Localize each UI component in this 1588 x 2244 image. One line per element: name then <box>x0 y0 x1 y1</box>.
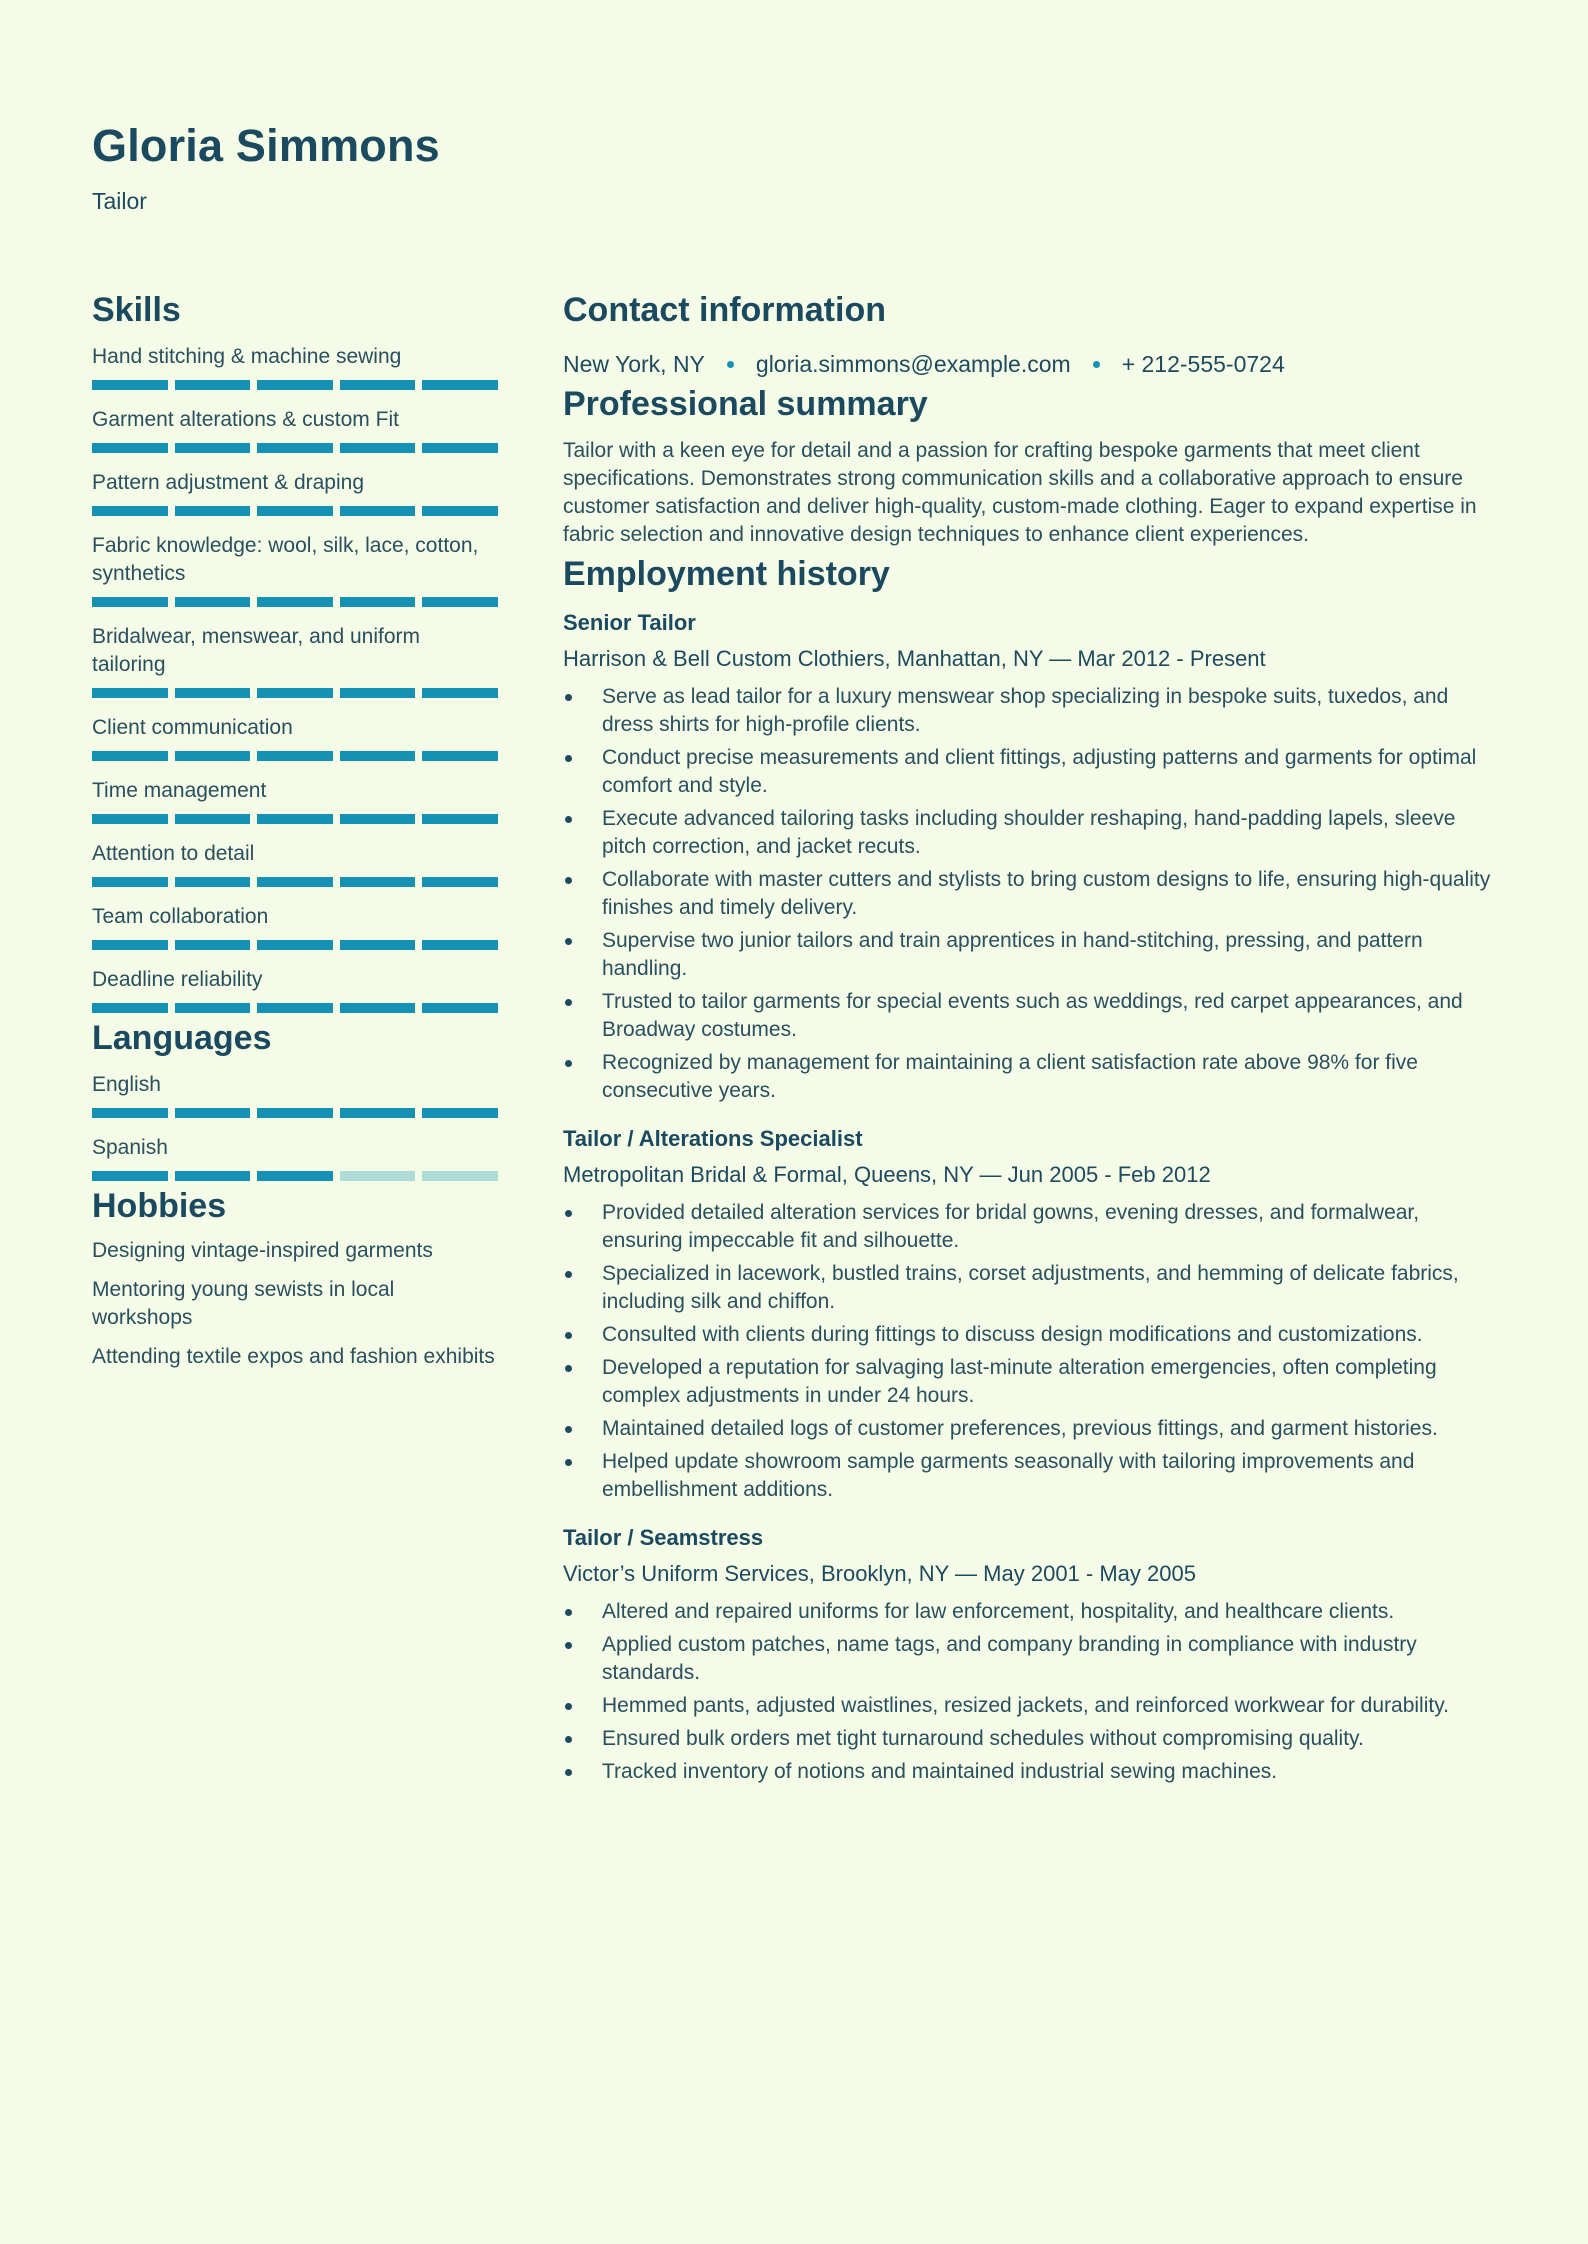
level-segment-filled <box>92 751 168 761</box>
level-segment-filled <box>340 814 416 824</box>
bullet-item <box>563 1321 1497 1349</box>
contact-heading: Contact information <box>563 291 886 329</box>
job-entry <box>563 1522 1497 1786</box>
bullet-item <box>563 1758 1497 1786</box>
jobs-list <box>563 607 1497 1786</box>
level-segment-filled <box>257 597 333 607</box>
level-bar <box>92 1003 498 1013</box>
bullet-text: Supervise two junior tailors and train apprentices in hand-stitching, pressing, and pattern handling. <box>602 929 1423 980</box>
skill-item <box>92 966 498 1013</box>
bullet-dot-icon <box>565 1642 572 1649</box>
bullet-dot-icon <box>565 938 572 945</box>
bullet-text: Hemmed pants, adjusted waistlines, resized jackets, and reinforced workwear for durability. <box>602 1694 1449 1717</box>
level-segment-filled <box>175 443 251 453</box>
contact-phone[interactable]: + 212-555-0724 <box>1121 351 1285 377</box>
bullet-dot-icon <box>565 1210 572 1217</box>
bullet-item <box>563 1260 1497 1316</box>
job-bullets <box>563 683 1497 1105</box>
bullet-dot-icon <box>565 816 572 823</box>
language-item <box>92 1071 498 1118</box>
level-segment-filled <box>340 1003 416 1013</box>
level-segment-filled <box>340 506 416 516</box>
bullet-dot-icon <box>565 1271 572 1278</box>
skills-list <box>92 343 498 1013</box>
level-segment-filled <box>340 751 416 761</box>
level-segment-filled <box>175 688 251 698</box>
bullet-item <box>563 1415 1497 1443</box>
level-segment-filled <box>175 877 251 887</box>
bullet-text: Provided detailed alteration services for bridal gowns, evening dresses, and formalwear, ensuring impeccable fit and silhouette. <box>602 1201 1420 1252</box>
hobby-item: Designing vintage-inspired garments <box>92 1239 433 1262</box>
level-bar <box>92 597 498 607</box>
skill-label: Attention to detail <box>92 842 255 865</box>
level-segment-filled <box>340 877 416 887</box>
language-item <box>92 1134 498 1181</box>
skill-item <box>92 532 498 607</box>
hobbies-list <box>92 1237 498 1371</box>
bullet-item <box>563 1448 1497 1504</box>
level-segment-filled <box>257 814 333 824</box>
level-bar <box>92 443 498 453</box>
level-segment-filled <box>422 751 498 761</box>
bullet-text: Ensured bulk orders met tight turnaround schedules without compromising quality. <box>602 1727 1364 1750</box>
skill-item <box>92 343 498 390</box>
contact-email[interactable]: gloria.simmons@example.com <box>755 351 1071 377</box>
hobbies-heading: Hobbies <box>92 1187 227 1225</box>
languages-heading: Languages <box>92 1019 272 1057</box>
summary-text: Tailor with a keen eye for detail and a passion for crafting bespoke garments that meet client specifications. Demonstrates strong communication skills and a collaborative approach to ensure customer satisfaction and deliver high-quality, custom-made clothing. Eager to expand expertise in fabric selection and innovative design techniques to enhance client experiences. <box>563 439 1477 546</box>
bullet-text: Specialized in lacework, bustled trains, corset adjustments, and hemming of delicate fabrics, including silk and chiffon. <box>602 1262 1459 1313</box>
bullet-item <box>563 805 1497 861</box>
bullet-text: Collaborate with master cutters and stylists to bring custom designs to life, ensuring high-quality finishes and timely delivery. <box>602 868 1491 919</box>
language-label: English <box>92 1073 161 1096</box>
skill-label: Hand stitching & machine sewing <box>92 345 402 368</box>
level-segment-empty <box>340 1171 416 1181</box>
skill-label: Garment alterations & custom Fit <box>92 408 399 431</box>
level-segment-filled <box>257 443 333 453</box>
candidate-name: Gloria Simmons <box>92 120 440 171</box>
bullet-item <box>563 1199 1497 1255</box>
skill-item <box>92 469 498 516</box>
candidate-title: Tailor <box>92 188 147 214</box>
bullet-text: Consulted with clients during fittings to discuss design modifications and customizations. <box>602 1323 1423 1346</box>
level-segment-filled <box>175 506 251 516</box>
level-segment-filled <box>257 1003 333 1013</box>
bullet-dot-icon <box>565 755 572 762</box>
bullet-item <box>563 988 1497 1044</box>
bullet-dot-icon <box>565 1060 572 1067</box>
level-segment-filled <box>340 1108 416 1118</box>
level-segment-filled <box>422 1108 498 1118</box>
skill-item <box>92 777 498 824</box>
level-segment-filled <box>257 688 333 698</box>
level-segment-filled <box>175 380 251 390</box>
skill-label: Deadline reliability <box>92 968 263 991</box>
level-segment-filled <box>92 688 168 698</box>
skill-label: Fabric knowledge: wool, silk, lace, cotton, synthetics <box>92 534 479 585</box>
left-column <box>92 285 498 1371</box>
skills-heading: Skills <box>92 291 181 329</box>
level-segment-filled <box>92 1003 168 1013</box>
bullet-text: Maintained detailed logs of customer preferences, previous fittings, and garment histories. <box>602 1417 1438 1440</box>
level-segment-filled <box>175 940 251 950</box>
job-company-dates: Harrison & Bell Custom Clothiers, Manhattan, NY — Mar 2012 - Present <box>563 646 1266 671</box>
level-bar <box>92 688 498 698</box>
level-bar <box>92 877 498 887</box>
skill-label: Pattern adjustment & draping <box>92 471 364 494</box>
level-segment-filled <box>422 380 498 390</box>
level-segment-filled <box>340 597 416 607</box>
bullet-text: Tracked inventory of notions and maintained industrial sewing machines. <box>602 1760 1278 1783</box>
level-segment-filled <box>175 751 251 761</box>
bullet-text: Applied custom patches, name tags, and company branding in compliance with industry standards. <box>602 1633 1417 1684</box>
bullet-item <box>563 1598 1497 1626</box>
bullet-dot-icon <box>565 1736 572 1743</box>
bullet-item <box>563 1354 1497 1410</box>
languages-list <box>92 1071 498 1181</box>
bullet-dot-icon <box>565 999 572 1006</box>
bullet-item <box>563 1631 1497 1687</box>
level-segment-filled <box>92 814 168 824</box>
level-segment-filled <box>340 940 416 950</box>
bullet-item <box>563 1725 1497 1753</box>
level-segment-filled <box>422 814 498 824</box>
employment-heading: Employment history <box>563 555 890 593</box>
level-segment-filled <box>257 940 333 950</box>
right-column <box>563 285 1497 1791</box>
bullet-dot-icon <box>565 1332 572 1339</box>
level-segment-filled <box>422 443 498 453</box>
level-segment-filled <box>92 506 168 516</box>
level-segment-filled <box>422 688 498 698</box>
job-role: Tailor / Alterations Specialist <box>563 1126 863 1151</box>
contact-line <box>563 349 1497 379</box>
bullet-item <box>563 1692 1497 1720</box>
level-segment-filled <box>422 1003 498 1013</box>
bullet-item <box>563 683 1497 739</box>
level-segment-filled <box>257 751 333 761</box>
bullet-dot-icon <box>565 694 572 701</box>
level-bar <box>92 814 498 824</box>
level-segment-filled <box>257 1108 333 1118</box>
bullet-text: Trusted to tailor garments for special events such as weddings, red carpet appearances, and Broadway costumes. <box>602 990 1463 1041</box>
job-company-dates: Victor’s Uniform Services, Brooklyn, NY — May 2001 - May 2005 <box>563 1561 1196 1586</box>
skill-item <box>92 623 498 698</box>
job-bullets <box>563 1598 1497 1786</box>
job-bullets <box>563 1199 1497 1504</box>
level-segment-filled <box>175 1003 251 1013</box>
bullet-text: Recognized by management for maintaining a client satisfaction rate above 98% for five consecutive years. <box>602 1051 1418 1102</box>
level-segment-filled <box>92 940 168 950</box>
level-segment-filled <box>92 1108 168 1118</box>
bullet-dot-icon <box>565 1459 572 1466</box>
level-segment-filled <box>175 597 251 607</box>
level-segment-filled <box>340 688 416 698</box>
job-company-dates: Metropolitan Bridal & Formal, Queens, NY — Jun 2005 - Feb 2012 <box>563 1162 1211 1187</box>
level-segment-empty <box>422 1171 498 1181</box>
bullet-item <box>563 744 1497 800</box>
separator-dot <box>1093 361 1100 368</box>
job-entry <box>563 1123 1497 1504</box>
level-bar <box>92 751 498 761</box>
bullet-item <box>563 1049 1497 1105</box>
hobby-item: Attending textile expos and fashion exhibits <box>92 1345 495 1368</box>
level-segment-filled <box>92 443 168 453</box>
job-role: Senior Tailor <box>563 610 696 635</box>
level-segment-filled <box>92 597 168 607</box>
language-label: Spanish <box>92 1136 168 1159</box>
skill-item <box>92 903 498 950</box>
separator-dot <box>727 361 734 368</box>
contact-location: New York, NY <box>563 351 705 377</box>
skill-item <box>92 406 498 453</box>
level-segment-filled <box>257 877 333 887</box>
skill-label: Time management <box>92 779 267 802</box>
level-segment-filled <box>422 940 498 950</box>
bullet-dot-icon <box>565 1703 572 1710</box>
bullet-item <box>563 866 1497 922</box>
level-segment-filled <box>422 506 498 516</box>
skill-item <box>92 840 498 887</box>
skill-label: Team collaboration <box>92 905 269 928</box>
job-role: Tailor / Seamstress <box>563 1525 764 1550</box>
bullet-dot-icon <box>565 1769 572 1776</box>
level-segment-filled <box>92 877 168 887</box>
level-segment-filled <box>92 1171 168 1181</box>
skill-label: Client communication <box>92 716 293 739</box>
level-segment-filled <box>422 597 498 607</box>
level-bar <box>92 940 498 950</box>
level-segment-filled <box>257 1171 333 1181</box>
level-bar <box>92 1108 498 1118</box>
bullet-item <box>563 927 1497 983</box>
bullet-text: Altered and repaired uniforms for law enforcement, hospitality, and healthcare clients. <box>602 1600 1395 1623</box>
level-segment-filled <box>92 380 168 390</box>
level-segment-filled <box>340 380 416 390</box>
skill-label: Bridalwear, menswear, and uniform tailoring <box>92 625 420 676</box>
level-segment-filled <box>257 506 333 516</box>
bullet-text: Serve as lead tailor for a luxury menswear shop specializing in bespoke suits, tuxedos, and dress shirts for high-profile clients. <box>602 685 1449 736</box>
level-segment-filled <box>257 380 333 390</box>
skill-item <box>92 714 498 761</box>
level-segment-filled <box>340 443 416 453</box>
level-segment-filled <box>175 1108 251 1118</box>
bullet-dot-icon <box>565 1426 572 1433</box>
level-bar <box>92 506 498 516</box>
level-segment-filled <box>175 1171 251 1181</box>
job-entry <box>563 607 1497 1105</box>
level-segment-filled <box>422 877 498 887</box>
level-bar <box>92 380 498 390</box>
bullet-dot-icon <box>565 1609 572 1616</box>
bullet-text: Execute advanced tailoring tasks including shoulder reshaping, hand-padding lapels, sleeve pitch correction, and jacket recuts. <box>602 807 1456 858</box>
level-segment-filled <box>175 814 251 824</box>
bullet-text: Helped update showroom sample garments seasonally with tailoring improvements and embellishment additions. <box>602 1450 1415 1501</box>
bullet-text: Developed a reputation for salvaging last-minute alteration emergencies, often completing complex adjustments in under 24 hours. <box>602 1356 1437 1407</box>
summary-heading: Professional summary <box>563 385 928 423</box>
level-bar <box>92 1171 498 1181</box>
bullet-dot-icon <box>565 877 572 884</box>
bullet-dot-icon <box>565 1365 572 1372</box>
bullet-text: Conduct precise measurements and client fittings, adjusting patterns and garments for optimal comfort and style. <box>602 746 1477 797</box>
hobby-item: Mentoring young sewists in local workshops <box>92 1278 395 1329</box>
